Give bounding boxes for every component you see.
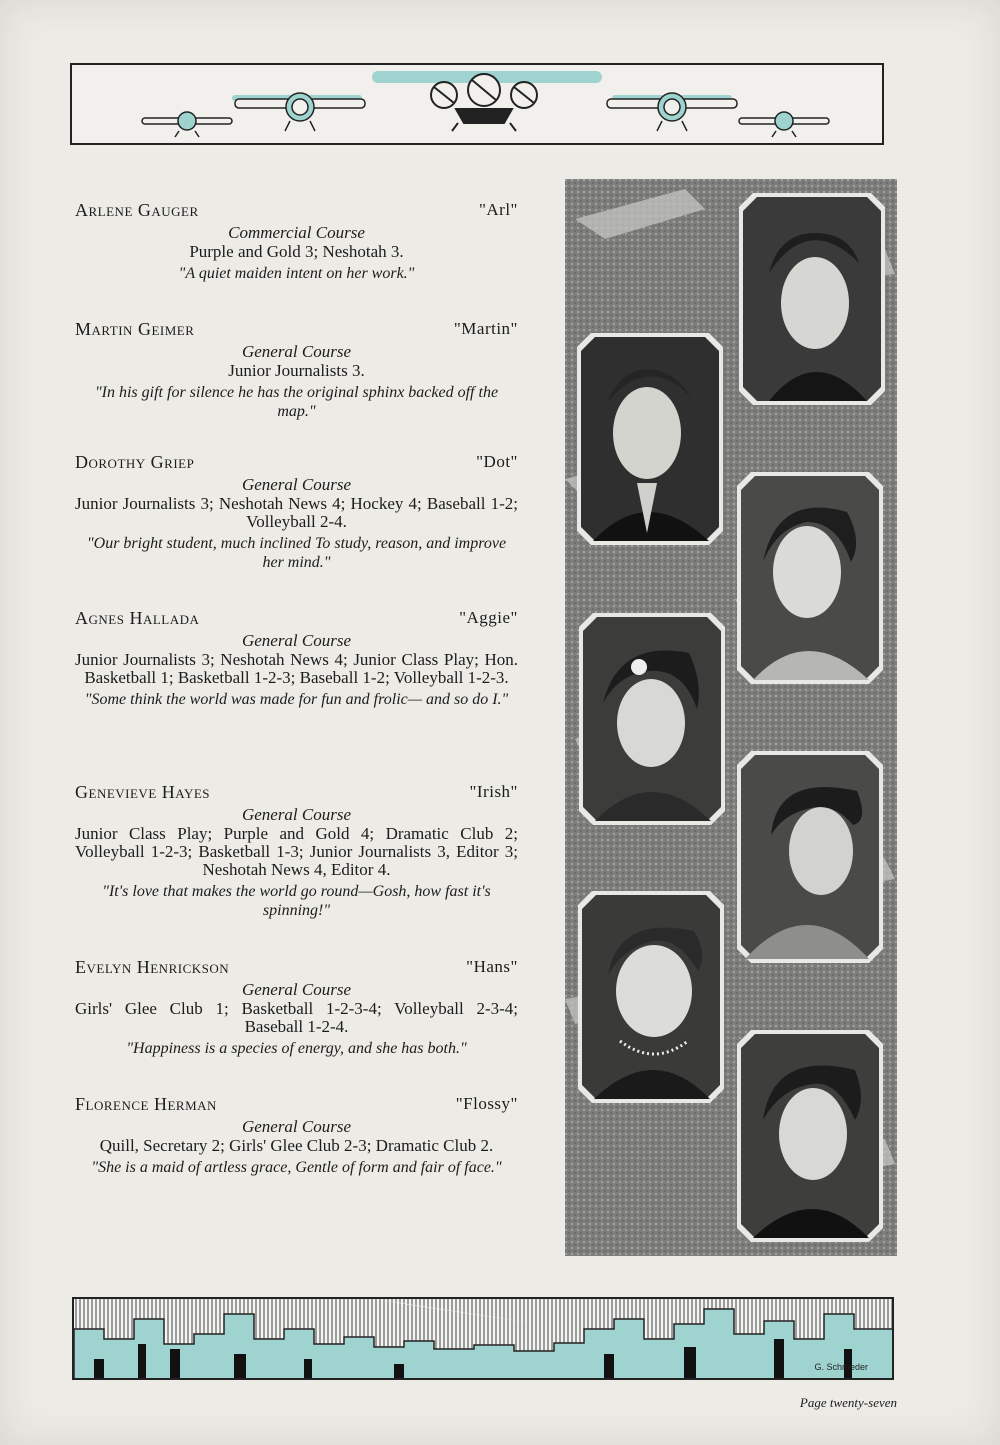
student-activities: Junior Journalists 3; Neshotah News 4; Junior Class Play; Hon. Basketball 1; Basketball 1-2-3; Baseball 1-2; Volleyball 1-2-3. (75, 650, 518, 687)
student-name: Florence Herman (75, 1094, 217, 1114)
portrait-photo (578, 891, 724, 1103)
student-entry (75, 608, 518, 709)
portrait-panel (565, 179, 897, 1256)
student-entry (75, 319, 518, 421)
portrait-photo (739, 193, 885, 405)
student-name: Genevieve Hayes (75, 782, 211, 802)
student-activities: Girls' Glee Club 1; Basketball 1-2-3-4; Volleyball 2-3-4; Baseball 1-2-4. (75, 999, 518, 1036)
student-course: General Course (241, 631, 352, 650)
student-activities: Junior Class Play; Purple and Gold 4; Dramatic Club 2; Volleyball 1-2-3; Basketball 1-3; Junior Journalists 3, Editor 3; Neshotah News 4, Editor 4. (75, 824, 518, 879)
portrait-photo (737, 751, 883, 963)
student-nickname: "Arl" (478, 200, 518, 219)
student-nickname: "Hans" (466, 957, 518, 976)
student-name: Martin Geimer (75, 319, 195, 339)
student-nickname: "Flossy" (455, 1094, 518, 1113)
student-course: General Course (241, 342, 352, 361)
student-entry (75, 452, 518, 572)
student-entry (75, 200, 518, 283)
student-activities: Junior Journalists 3. (228, 361, 365, 380)
student-quote: "Happiness is a species of energy, and she has both." (126, 1040, 467, 1057)
student-activities: Purple and Gold 3; Neshotah 3. (189, 242, 404, 261)
skyline-illustration (72, 1297, 894, 1380)
student-name: Evelyn Henrickson (75, 957, 230, 977)
student-course: Commercial Course (228, 223, 365, 242)
student-name: Dorothy Griep (75, 452, 195, 472)
student-nickname: "Irish" (469, 782, 518, 801)
portrait-photo (737, 1030, 883, 1242)
student-course: General Course (241, 1117, 352, 1136)
student-quote: "It's love that makes the world go round—Gosh, how fast it's spinning!" (102, 883, 491, 919)
student-nickname: "Aggie" (459, 608, 518, 627)
student-quote: "Our bright student, much inclined To study, reason, and improve her mind." (86, 535, 507, 571)
airplane-icon (72, 65, 884, 145)
student-quote: "She is a maid of artless grace, Gentle of form and fair of face." (91, 1159, 502, 1176)
student-name: Arlene Gauger (75, 200, 199, 220)
portrait-photo (577, 333, 723, 545)
student-course: General Course (241, 805, 352, 824)
student-nickname: "Dot" (476, 452, 518, 471)
student-entry (75, 782, 518, 920)
student-course: General Course (241, 475, 352, 494)
student-quote: "A quiet maiden intent on her work." (178, 265, 415, 282)
student-entry (75, 1094, 518, 1177)
student-quote: "In his gift for silence he has the original sphinx backed off the map." (94, 384, 499, 420)
student-activities: Quill, Secretary 2; Girls' Glee Club 2-3; Dramatic Club 2. (99, 1136, 494, 1155)
page-number: Page twenty-seven (799, 1395, 897, 1410)
student-nickname: "Martin" (453, 319, 518, 338)
student-name: Agnes Hallada (75, 608, 200, 628)
student-quote: "Some think the world was made for fun and frolic— and so do I." (84, 691, 509, 708)
student-entry (75, 957, 518, 1058)
header-airplane-banner (70, 63, 884, 145)
portrait-photo (737, 472, 883, 684)
student-course: General Course (241, 980, 352, 999)
artist-signature: G. Schroeder (814, 1362, 868, 1372)
student-activities: Junior Journalists 3; Neshotah News 4; Hockey 4; Baseball 1-2; Volleyball 2-4. (75, 494, 518, 531)
portrait-photo (579, 613, 725, 825)
